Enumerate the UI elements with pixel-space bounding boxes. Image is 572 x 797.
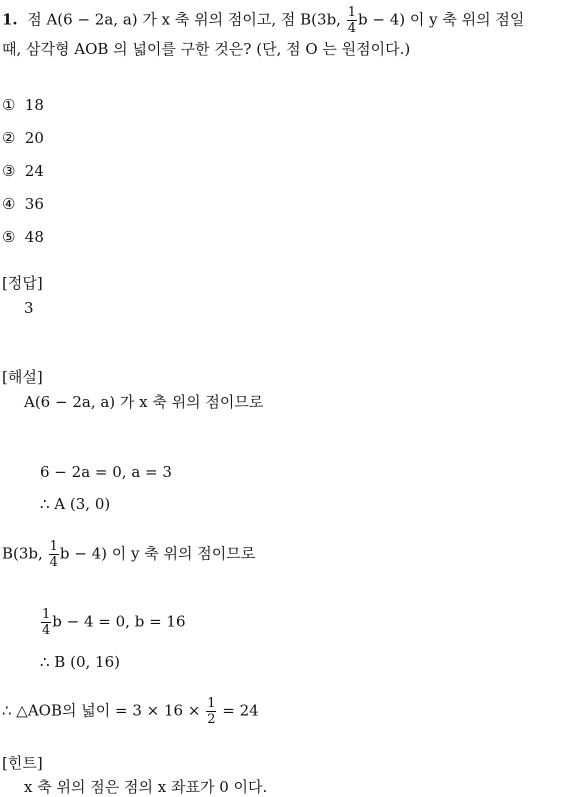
equation-1: 6 − 2a = 0, a = 3	[40, 463, 172, 481]
hint-text: x 축 위의 점은 점의 x 좌표가 0 이다.	[24, 778, 268, 796]
question-number: 1.	[2, 10, 18, 29]
question-line-1	[2, 6, 524, 35]
eq3-fraction: $\frac{1}{4}$	[42, 607, 51, 638]
question-text-a: 점 A(6 − 2a, a) 가 x 축 위의 점이고, 점 B(3b,	[27, 10, 341, 29]
question-line-2: 때, 삼각형 AOB 의 넓이를 구한 것은? (단, 점 O 는 원점이다.)	[2, 40, 411, 58]
choice-2[interactable]: ② 20	[2, 129, 44, 147]
answer-value: 3	[24, 299, 34, 317]
explanation-b-intro: B(3b, $\frac{1}{4}$ b − 4) 이 y 축 위의 점이므로	[2, 539, 256, 570]
b-fraction: $\frac{1}{4}$	[49, 539, 58, 570]
answer-label: [정답]	[2, 274, 43, 292]
area-fraction: $\frac{1}{2}$	[207, 696, 216, 727]
area-equation: ∴ △AOB의 넓이 = 3 × 16 × $\frac{1}{2}$ = 24	[2, 696, 259, 727]
equation-4: ∴ B (0, 16)	[40, 653, 120, 671]
equation-3: $\frac{1}{4}$ b − 4 = 0, b = 16	[42, 607, 186, 638]
explanation-intro: A(6 − 2a, a) 가 x 축 위의 점이므로	[24, 393, 264, 411]
choice-1[interactable]: ① 18	[2, 96, 44, 114]
choice-5[interactable]: ⑤ 48	[2, 228, 44, 246]
choice-4[interactable]: ④ 36	[2, 195, 44, 213]
hint-label: [힌트]	[2, 754, 43, 772]
question-text-b: b − 4) 이 y 축 위의 점일	[358, 10, 525, 29]
equation-2: ∴ A (3, 0)	[40, 495, 111, 513]
question-fraction: $\frac{1}{4}$	[347, 5, 357, 36]
explanation-label: [해설]	[2, 368, 43, 386]
choice-3[interactable]: ③ 24	[2, 162, 44, 180]
